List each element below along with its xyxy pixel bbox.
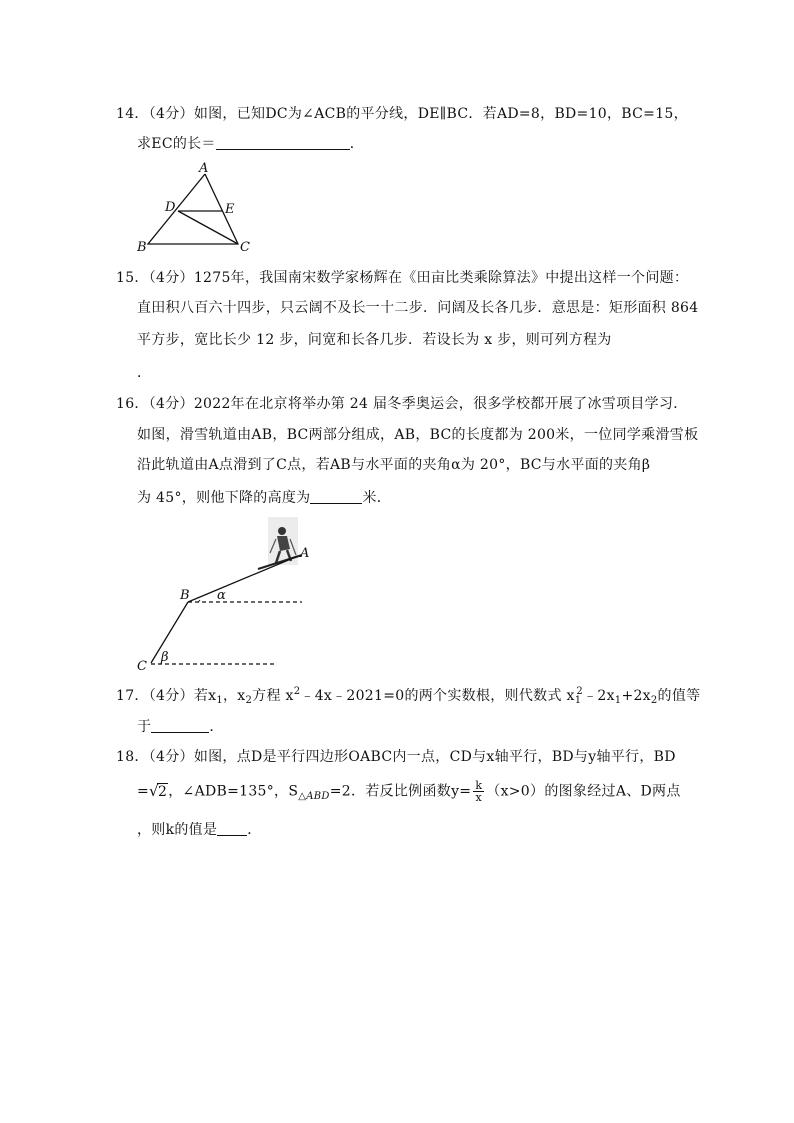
q18-answer-blank [217, 821, 247, 836]
q18-line2 [137, 780, 681, 804]
q17-sub-5: 2 [650, 695, 658, 706]
q16-line4-end: 米． [362, 490, 392, 506]
q17-answer-blank [151, 718, 209, 733]
q14-label-B: B [137, 240, 147, 255]
q18-sqrt-value: 2 [158, 783, 168, 800]
q17-text-5: ﹣2x [583, 688, 615, 704]
q17-line1 [116, 686, 700, 708]
q18-sqrt [149, 782, 168, 802]
q17-sup-1: 2 [293, 686, 301, 697]
q17-sub-3: 1 [574, 695, 582, 706]
q15-line2: 直田积八百六十四步，只云阔不及长一十二步．问阔及长各几步．意思是：矩形面积 864 [137, 300, 699, 316]
q17-line2-end: ． [209, 719, 224, 735]
q15-line3: 平方步，宽比长少 12 步，问宽和长各几步．若设长为 x 步，则可列方程为 [137, 332, 612, 348]
q16-label-C: C [137, 659, 147, 674]
q17-text-2: ，x [223, 688, 246, 704]
q14-label-E: E [225, 202, 235, 217]
q17-text-6: +2x [621, 688, 651, 704]
q17-text-3: 方程 x [252, 688, 294, 704]
q18-text-2: ，∠ADB=135°，S [168, 783, 299, 800]
q15-line1: 15．（4分）1275年，我国南宋数学家杨辉在《田亩比类乘除算法》中提出这样一个问题： [116, 270, 689, 286]
q18-sub: △ABD [298, 790, 330, 802]
q16-line1: 16．（4分）2022年在北京将举办第 24 届冬季奥运会，很多学校都开展了冰雪项目学习． [116, 396, 688, 412]
q16-label-B: B [180, 588, 190, 603]
q17-text-7: 的值等 [657, 688, 701, 704]
q18-line3-end: ． [247, 822, 262, 838]
q18-line1: 18．（4分）如图，点D是平行四边形OABC内一点，CD与x轴平行，BD与y轴平行，BD [116, 749, 676, 765]
q17-line2 [137, 717, 224, 737]
q16-line4-text: 为 45°，则他下降的高度为 [137, 490, 311, 506]
q17-sub-2: 2 [245, 695, 253, 706]
q18-line3-text: ，则k的值是 [137, 822, 218, 838]
q18-fraction [473, 780, 484, 803]
q15-line4: ． [137, 365, 152, 381]
q14-line1: 14．（4分）如图，已知DC为∠ACB的平分线，DE∥BC．若AD=8，BD=10，BC=15， [116, 106, 688, 122]
q16-line4 [137, 488, 391, 508]
q14-line2-end: ． [349, 136, 365, 152]
q14-label-C: C [240, 240, 250, 255]
q18-frac-num: k [475, 779, 483, 792]
q14-label-D: D [165, 200, 176, 215]
q17-sup-2: 2 [576, 686, 584, 697]
skier-illustration [258, 517, 302, 569]
q14-line2-text: 求EC的长＝ [137, 136, 216, 152]
q18-frac-den: x [475, 791, 483, 804]
q16-label-alpha: α [217, 588, 226, 603]
q17-sub-4: 1 [614, 695, 622, 706]
q16-line2: 如图，滑雪轨道由AB，BC两部分组成，AB，BC的长度都为 200米，一位同学乘滑雪板 [137, 427, 699, 443]
q14-label-A: A [199, 161, 209, 176]
q17-sub-1: 1 [216, 695, 223, 706]
q14-triangle-figure [130, 160, 270, 260]
q18-line3 [137, 820, 262, 840]
q14-line2 [137, 134, 364, 154]
q14-answer-blank [216, 135, 350, 150]
q16-ski-slope-figure [130, 515, 330, 675]
q17-text-4: ﹣4x﹣2021=0的两个实数根，则代数式 x [300, 688, 575, 704]
q16-label-beta: β [161, 650, 169, 665]
q18-text-3: =2．若反比例函数y= [329, 783, 472, 800]
q17-text-1: 17．（4分）若x [116, 688, 217, 704]
q18-text-4: （x>0）的图象经过A、D两点 [486, 783, 681, 800]
q16-answer-blank [310, 489, 362, 504]
q16-label-A: A [300, 546, 310, 561]
q18-text-1: = [137, 783, 150, 800]
q16-line3: 沿此轨道由A点滑到了C点，若AB与水平面的夹角α为 20°，BC与水平面的夹角β [137, 457, 651, 473]
q17-line2-text: 于 [137, 719, 152, 735]
